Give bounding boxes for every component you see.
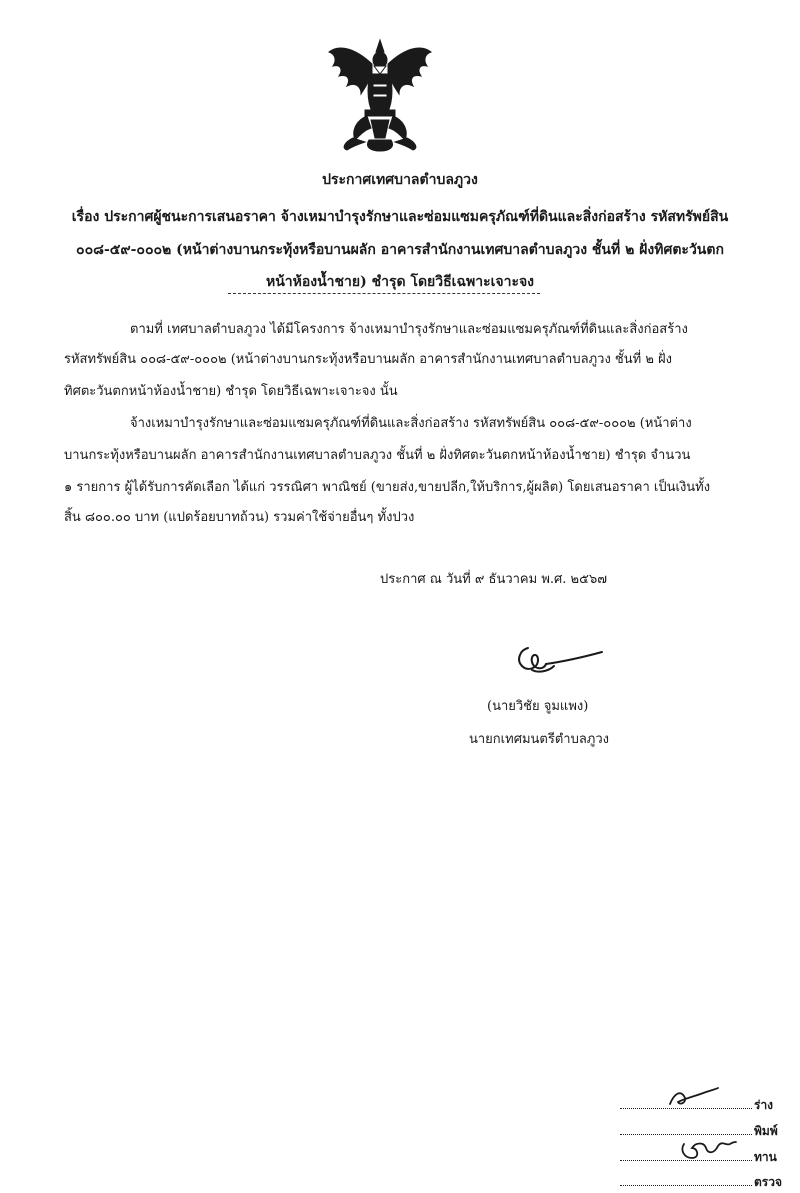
subject-line-3: หน้าห้องน้ำชาย) ชำรุด โดยวิธีเฉพาะเจาะจง — [265, 274, 535, 290]
initial-mark — [678, 1136, 738, 1162]
routing-dots — [620, 1096, 752, 1109]
document-title: ประกาศเทศบาลตำบลภูวง — [322, 172, 478, 188]
routing-row-check — [620, 1173, 782, 1190]
paragraph-2-line-4: สิ้น ๘๐๐.๐๐ บาท (แปดร้อยบาทถ้วน) รวมค่าใช้จ่ายอื่นๆ ทั้งปวง — [64, 510, 415, 525]
signature-mark — [510, 640, 610, 680]
routing-label-type: พิมพ์ — [754, 1124, 778, 1138]
routing-label-draft: ร่าง — [754, 1098, 774, 1112]
routing-label-check: ตรวจ — [754, 1175, 783, 1189]
garuda-emblem-icon — [325, 38, 435, 153]
header-divider — [228, 293, 540, 294]
paragraph-2-line-1: จ้างเหมาบำรุงรักษาและซ่อมแซมครุภัณฑ์ที่ดินและสิ่งก่อสร้าง รหัสทรัพย์สิน ๐๐๘-๕๙-๐๐๐๒ (หน้าต่าง — [130, 416, 692, 431]
paragraph-1-line-3: ทิศตะวันตกหน้าห้องน้ำชาย) ชำรุด โดยวิธีเฉพาะเจาะจง นั้น — [64, 384, 398, 399]
initial-mark — [666, 1086, 720, 1108]
paragraph-2-line-3: ๑ รายการ ผู้ได้รับการคัดเลือก ได้แก่ วรรณิศา พาณิชย์ (ขายส่ง,ขายปลีก,ให้บริการ,ผู้ผลิต) โดยเสนอราคา เป็นเงินทั้ง — [64, 480, 711, 495]
routing-label-review: ทาน — [754, 1150, 777, 1164]
signatory-position: นายกเทศมนตรีตำบลภูวง — [469, 732, 609, 747]
routing-dots — [620, 1173, 752, 1186]
subject-line-2: ๐๐๘-๕๙-๐๐๐๒ (หน้าต่างบานกระทุ้งหรือบานผลัก อาคารสำนักงานเทศบาลตำบลภูวง ชั้นที่ ๒ ฝั่งทิศตะวันตก — [76, 242, 724, 258]
paragraph-1-line-1: ตามที่ เทศบาลตำบลภูวง ได้มีโครงการ จ้างเหมาบำรุงรักษาและซ่อมแซมครุภัณฑ์ที่ดินและสิ่งก่อสร้าง — [130, 322, 688, 337]
routing-row-draft — [620, 1096, 773, 1113]
routing-row-review — [620, 1148, 777, 1165]
paragraph-2-line-2: บานกระทุ้งหรือบานผลัก อาคารสำนักงานเทศบาลตำบลภูวง ชั้นที่ ๒ ฝั่งทิศตะวันตกหน้าห้องน้ำชาย) ชำรุด จำนวน — [64, 448, 691, 463]
announcement-date: ประกาศ ณ วันที่ ๙ ธันวาคม พ.ศ. ๒๕๖๗ — [380, 572, 607, 587]
routing-dots — [620, 1148, 752, 1161]
signatory-name: (นายวิชัย จูมแพง) — [487, 699, 589, 714]
routing-dots — [620, 1122, 752, 1135]
subject-line-1: เรื่อง ประกาศผู้ชนะการเสนอราคา จ้างเหมาบำรุงรักษาและซ่อมแซมครุภัณฑ์ที่ดินและสิ่งก่อสร้าง รหัสทรัพย์สิน — [71, 209, 729, 225]
paragraph-1-line-2: รหัสทรัพย์สิน ๐๐๘-๕๙-๐๐๐๒ (หน้าต่างบานกระทุ้งหรือบานผลัก อาคารสำนักงานเทศบาลตำบลภูวง ชั้นที่ ๒ ฝั่ง — [64, 352, 673, 367]
